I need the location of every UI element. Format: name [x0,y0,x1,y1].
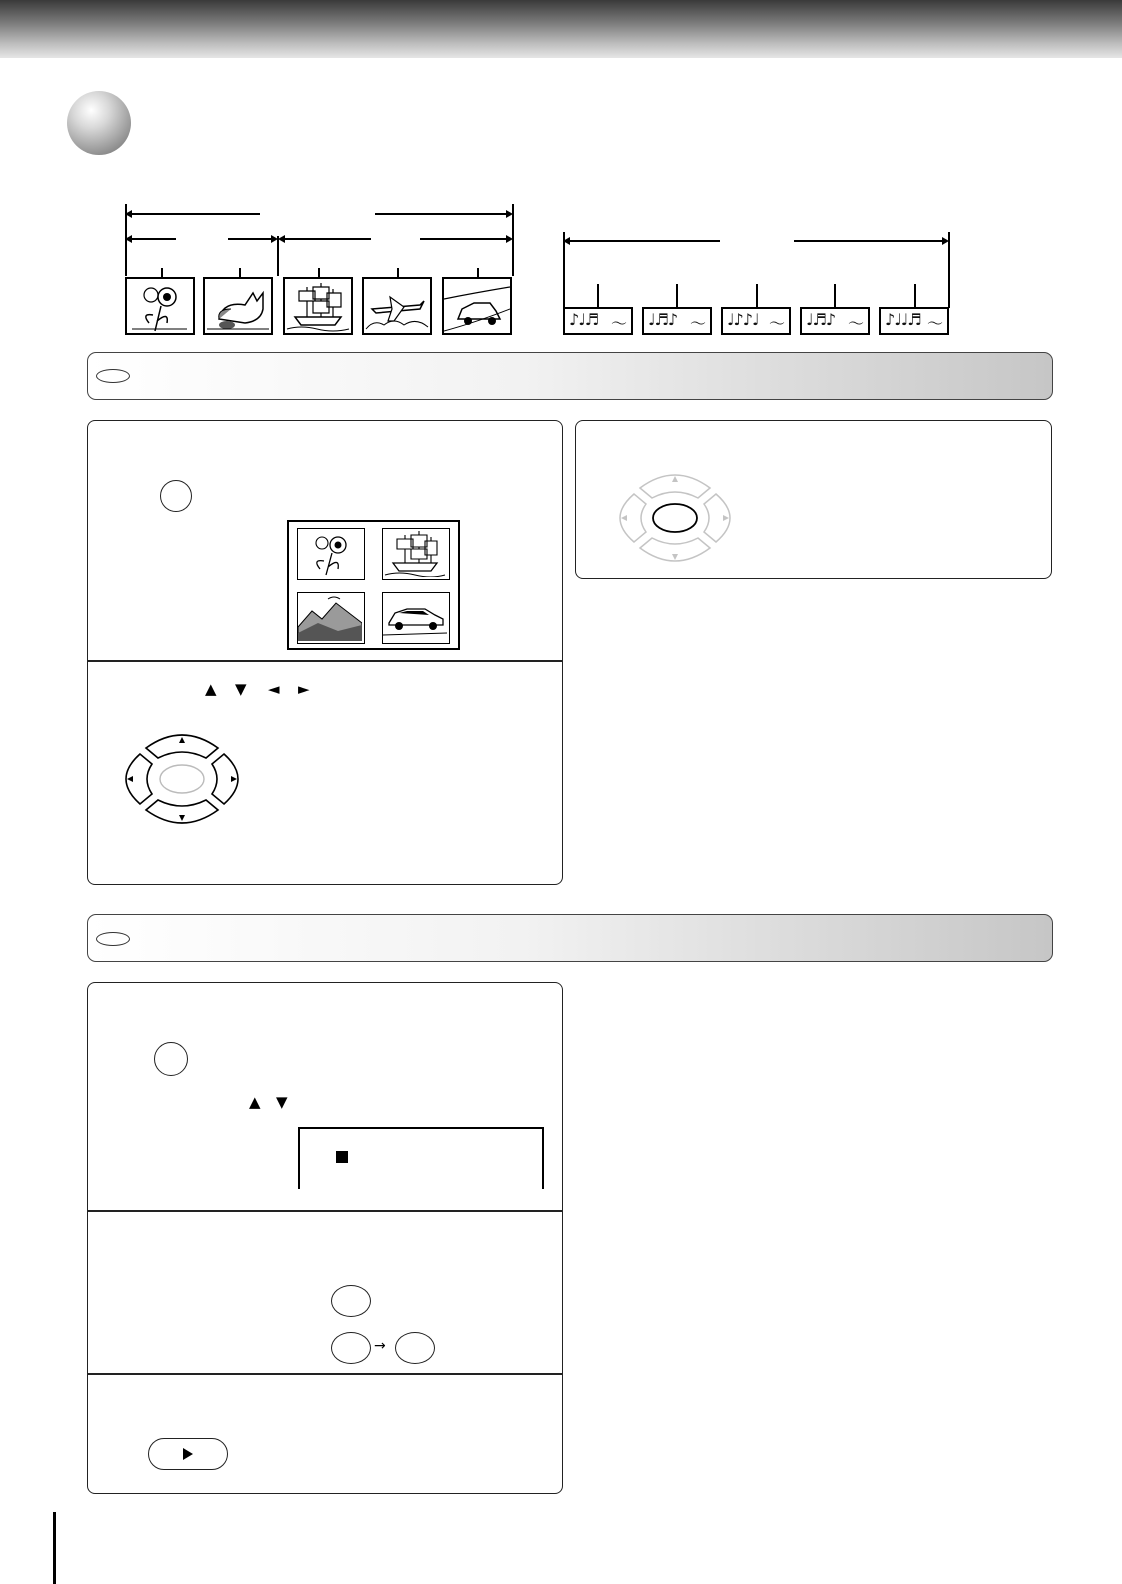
audio-track-4: ♩♬♪ ～ [800,307,870,335]
disc-type-badge [96,932,130,946]
remote-oval-button[interactable] [331,1332,371,1364]
cat-icon [203,277,273,335]
play-icon [183,1448,193,1460]
mountain-icon [297,592,365,644]
remote-oval-button[interactable] [331,1285,371,1317]
down-arrow-symbol: ▼ [276,1093,288,1111]
sailing-ship-icon [382,528,450,580]
page-edge-bar [53,1512,56,1584]
direction-pad[interactable] [118,726,246,832]
sequence-arrow: → [374,1338,386,1354]
music-notes-icon: ♩♬♪ [648,310,678,329]
sunflower-icon [125,277,195,335]
car-icon [442,277,512,335]
car-icon [382,592,450,644]
disc-type-badge [96,369,130,383]
sailing-ship-icon [283,277,353,335]
play-button[interactable] [148,1438,228,1470]
step-divider [88,660,562,662]
enter-button [653,504,697,532]
section-header-bar-2 [87,914,1053,962]
on-screen-display [298,1127,544,1189]
section-header-bar-1 [87,352,1053,400]
remote-round-button[interactable] [160,480,192,512]
up-arrow-symbol: ▲ [249,1093,261,1111]
music-notes-icon: ♩♪♪♩ [727,310,759,329]
digest-screen [287,520,460,650]
airplane-icon [362,277,432,335]
dpad-enter-button [160,765,204,793]
up-arrow-symbol: ▲ [205,680,217,698]
section-bullet-sphere [67,91,131,155]
music-notes-icon: ♪♩♬ [569,310,599,329]
remote-round-button[interactable] [154,1042,188,1076]
audio-track-2: ♩♬♪ ～ [642,307,712,335]
music-notes-icon: ♪♩♩♬ [885,310,921,329]
header-band [0,0,1122,58]
audio-track-5: ♪♩♩♬ ～ [879,307,949,335]
down-arrow-symbol: ▼ [235,680,247,698]
step-divider [88,1373,562,1375]
audio-track-3: ♩♪♪♩ ～ [721,307,791,335]
music-notes-icon: ♩♬♪ [806,310,836,329]
direction-pad-highlight-enter[interactable] [612,466,738,570]
left-arrow-symbol: ◄ [268,680,280,698]
remote-oval-button[interactable] [395,1332,435,1364]
step-divider [88,1210,562,1212]
right-arrow-symbol: ► [298,680,310,698]
stop-square-icon [336,1151,348,1163]
audio-track-1: ♪♩♬ ～ [563,307,633,335]
sunflower-icon [297,528,365,580]
